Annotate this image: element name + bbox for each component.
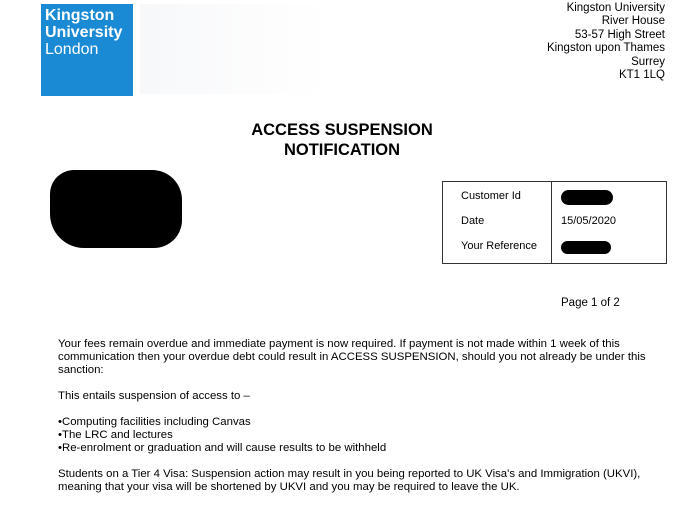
logo-line-london: London — [45, 41, 99, 58]
suspension-list — [58, 416, 670, 455]
letter-body — [58, 338, 670, 507]
suspension-intro: This entails suspension of access to – — [58, 390, 250, 402]
redacted-reference — [561, 241, 611, 254]
address-line: 53-57 High Street — [574, 28, 665, 41]
address-line: River House — [601, 15, 665, 28]
redacted-customer-id — [561, 190, 613, 205]
your-reference-row — [443, 237, 666, 257]
address-line: Kingston University — [566, 2, 665, 14]
reference-box — [442, 181, 667, 264]
customer-id-row — [443, 187, 666, 207]
visa-warning-paragraph: Students on a Tier 4 Visa: Suspension action may result in you being reported to UK Visa's and Immigration (UKVI), meaning that your visa will be shortened by UKVI and you may be required to leave the UK. — [58, 468, 641, 493]
title-line-1: ACCESS SUSPENSION — [251, 121, 433, 139]
address-line: Surrey — [631, 55, 665, 68]
logo-line-kingston: Kingston — [45, 7, 115, 24]
page-number: Page 1 of 2 — [561, 297, 620, 309]
kingston-university-logo — [41, 4, 133, 96]
address-line: Kingston upon Thames — [546, 42, 665, 55]
logo-line-university: University — [45, 24, 123, 41]
document-title — [220, 120, 464, 160]
overdue-paragraph: Your fees remain overdue and immediate payment is now required. If payment is not made within 1 week of this communication then your overdue debt could result in ACCESS SUSPENSION, should you not already be under this sanction: — [58, 338, 646, 376]
sender-address — [547, 2, 665, 82]
date-label: Date — [461, 215, 485, 227]
blurred-header-region — [140, 4, 326, 94]
date-row — [443, 212, 666, 232]
date-value: 15/05/2020 — [561, 215, 617, 227]
address-line: KT1 1LQ — [618, 69, 665, 82]
list-item: • Computing facilities including Canvas — [58, 416, 670, 429]
title-line-2: NOTIFICATION — [283, 141, 401, 159]
redacted-recipient-address — [50, 170, 182, 248]
list-item: • Re-enrolment or graduation and will cause results to be withheld — [58, 442, 670, 455]
your-reference-label: Your Reference — [461, 240, 538, 252]
list-item: • The LRC and lectures — [58, 429, 670, 442]
customer-id-label: Customer Id — [461, 190, 521, 202]
